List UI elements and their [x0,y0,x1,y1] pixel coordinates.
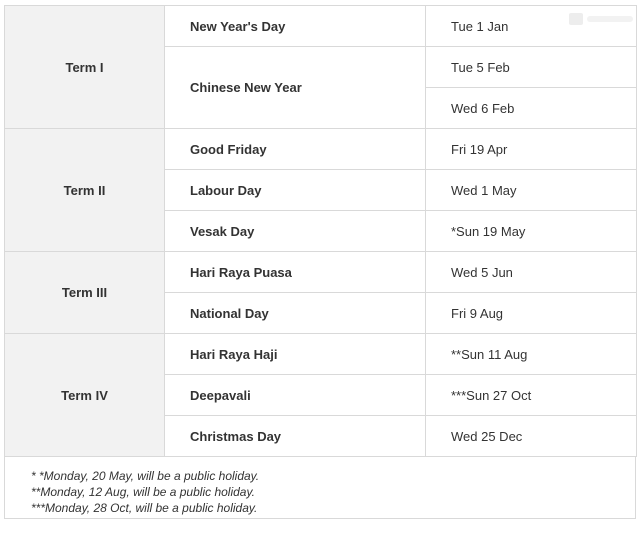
term-label: Term I [5,6,165,129]
holiday-name: Labour Day [165,170,426,211]
table-row [5,129,637,170]
term-label: Term II [5,129,165,252]
footnote: ***Monday, 28 Oct, will be a public holiday. [31,501,258,515]
holiday-name: National Day [165,293,426,334]
holiday-date: **Sun 11 Aug [426,334,637,375]
holiday-date: *Sun 19 May [426,211,637,252]
holiday-name: Christmas Day [165,416,426,457]
table-row [5,6,637,47]
holiday-date: Wed 6 Feb [426,88,637,129]
footnote: **Monday, 12 Aug, will be a public holiday. [31,485,255,499]
table-row [5,334,637,375]
holiday-date: Wed 25 Dec [426,416,637,457]
watermark-logo [568,10,636,28]
holiday-table-body [5,6,637,457]
holiday-name: Chinese New Year [165,47,426,129]
footnotes [4,457,636,519]
holiday-date: Wed 5 Jun [426,252,637,293]
holiday-name: Hari Raya Puasa [165,252,426,293]
holiday-name: Deepavali [165,375,426,416]
holiday-name: New Year's Day [165,6,426,47]
holiday-date: Fri 9 Aug [426,293,637,334]
holiday-date: ***Sun 27 Oct [426,375,637,416]
footnote: * *Monday, 20 May, will be a public holiday. [31,469,260,483]
term-label: Term III [5,252,165,334]
holiday-name: Hari Raya Haji [165,334,426,375]
holiday-date: Tue 5 Feb [426,47,637,88]
term-label: Term IV [5,334,165,457]
table-row [5,252,637,293]
holiday-date: Fri 19 Apr [426,129,637,170]
holiday-name: Good Friday [165,129,426,170]
holiday-name: Vesak Day [165,211,426,252]
holiday-sheet [4,5,636,519]
holiday-date: Tue 1 Jan [426,6,637,47]
holiday-date: Wed 1 May [426,170,637,211]
holiday-table [4,5,637,457]
